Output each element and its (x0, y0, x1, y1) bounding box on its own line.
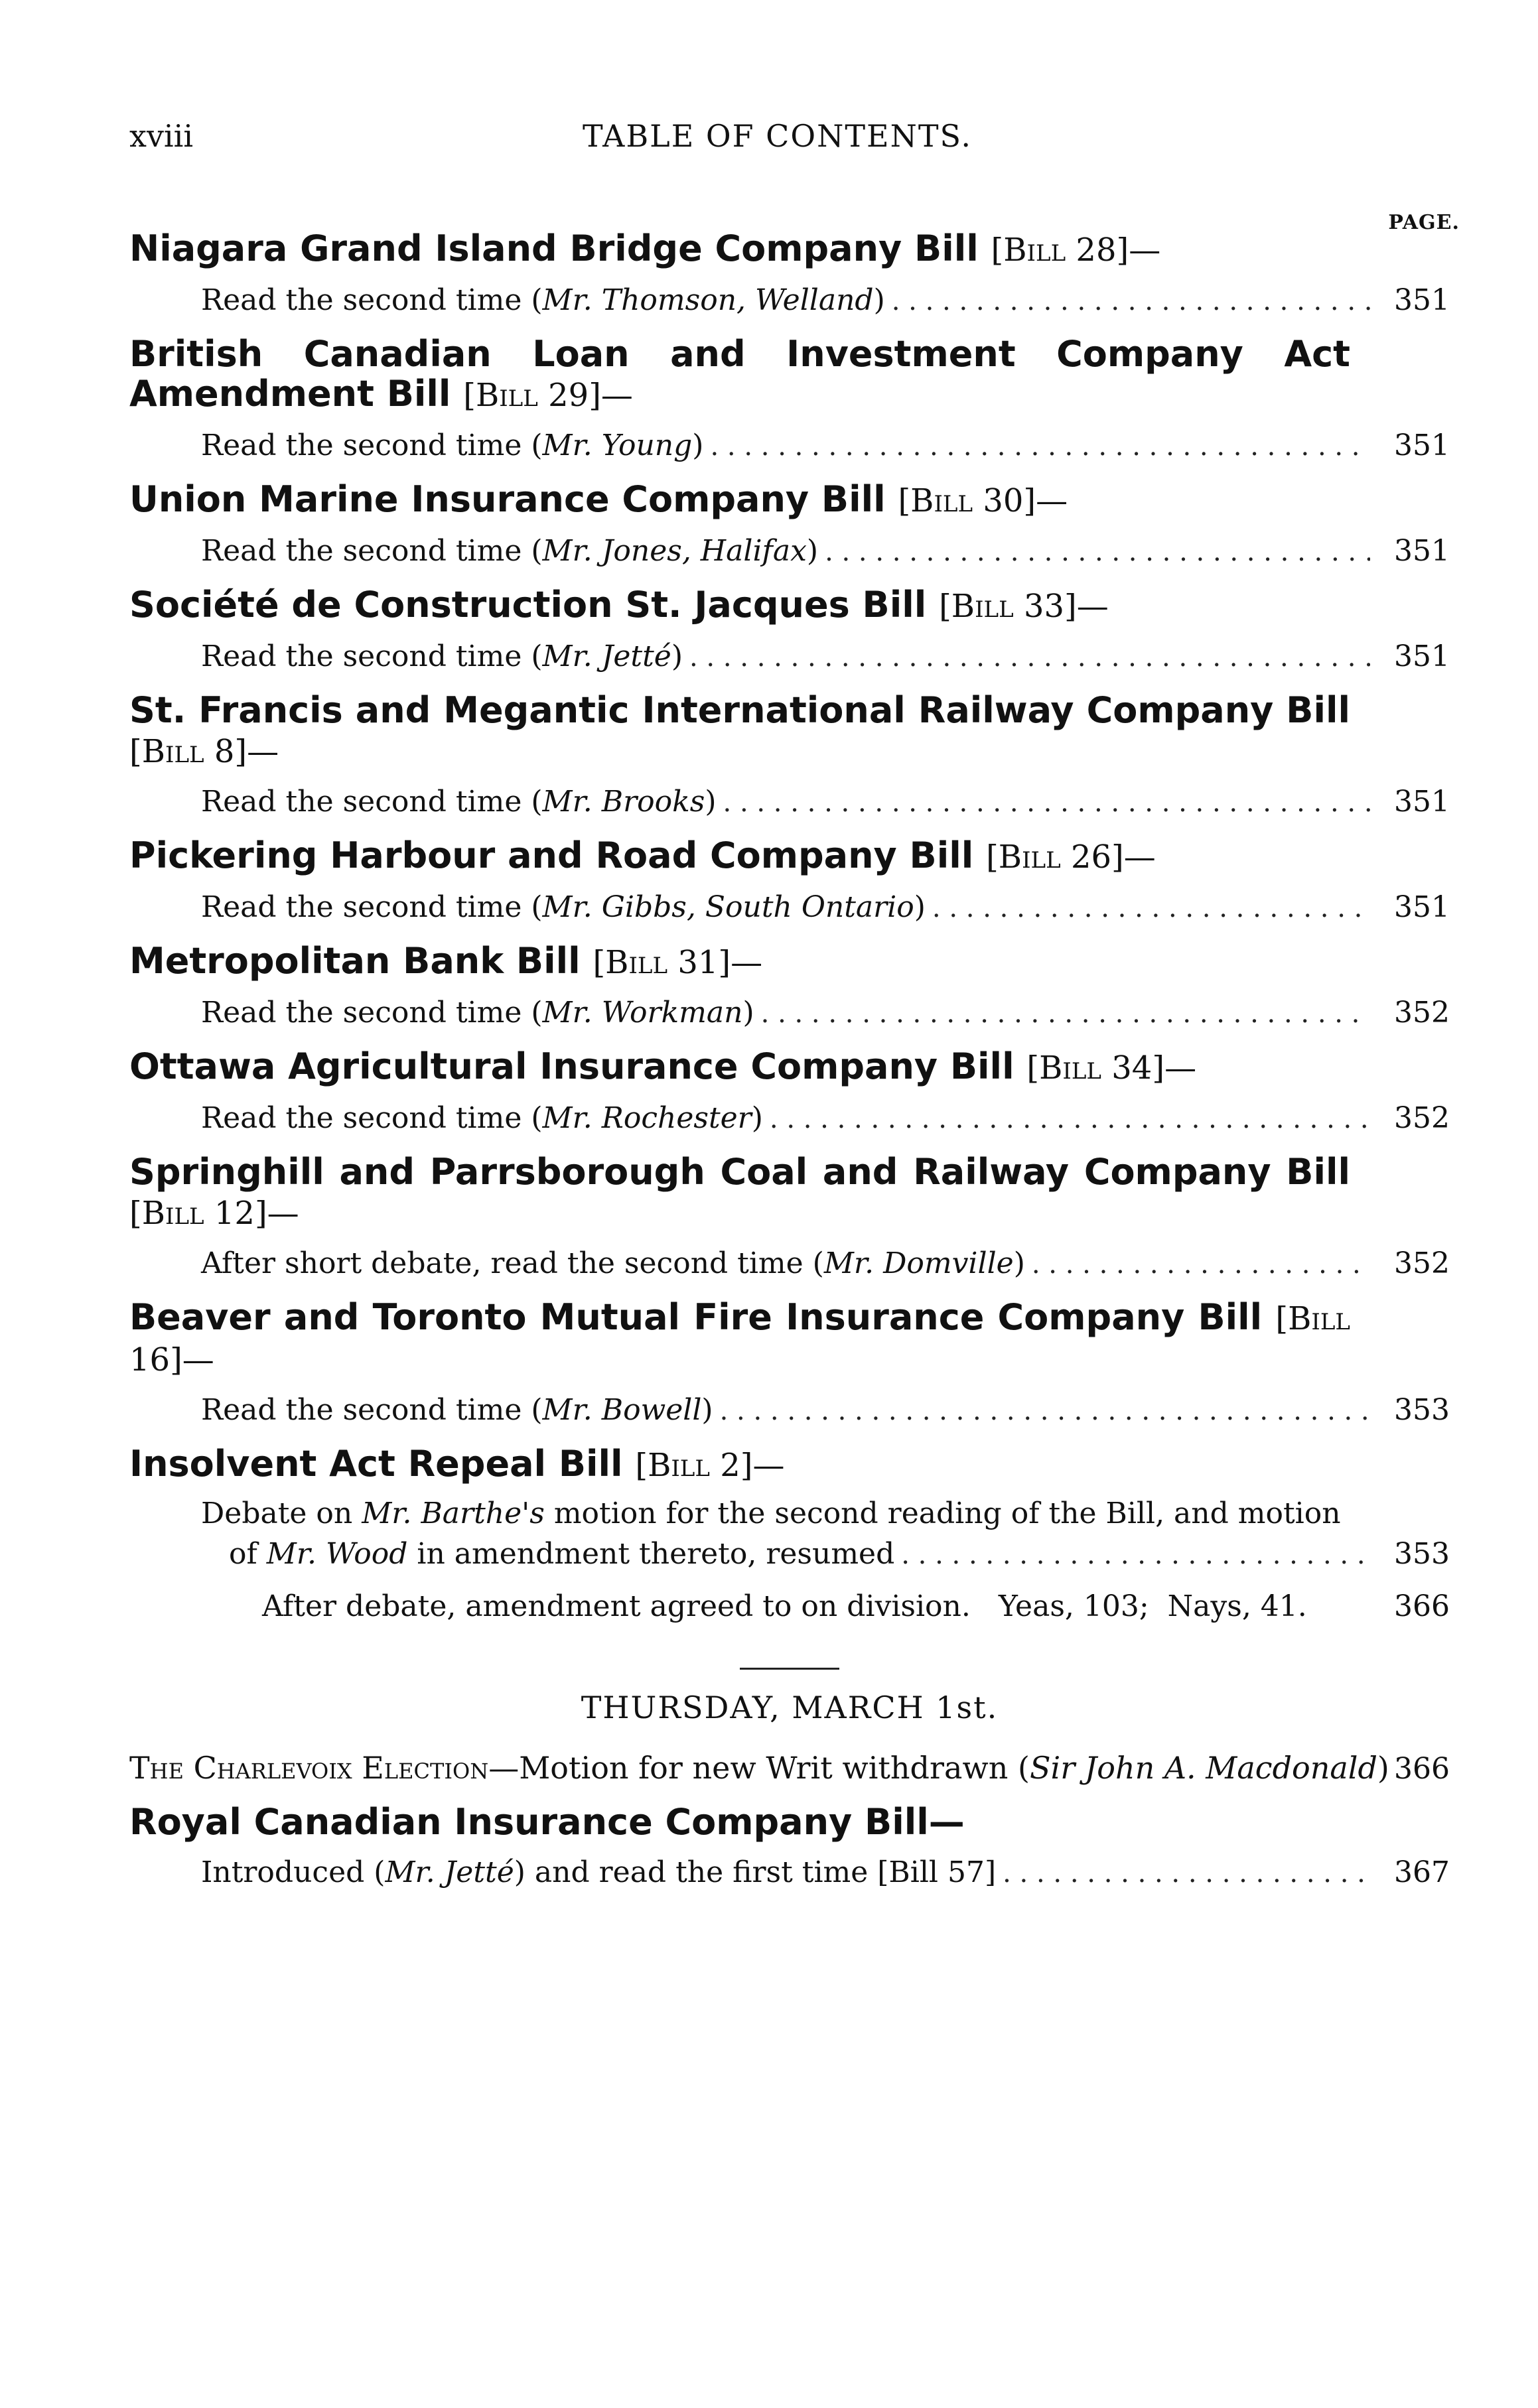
entry-title: Springhill and Parrsborough Coal and Railway Company Bill [Bill 12]— (129, 1151, 1350, 1232)
toc-entry (129, 1444, 1450, 1628)
page-number: 352 (1394, 1101, 1450, 1135)
page-number: 351 (1394, 785, 1450, 819)
toc-entry (129, 229, 1450, 322)
entry-line: After short debate, read the second time (Mr. Domville) . . . 352 (129, 1242, 1450, 1286)
leader-dots (892, 280, 1370, 322)
page-number: 366 (1394, 1752, 1450, 1786)
section-rule (740, 1668, 839, 1670)
leader-dots (770, 1098, 1370, 1140)
toc-entry (129, 1152, 1450, 1286)
entry-title: Ottawa Agricultural Insurance Company Bill [Bill 34]— (129, 1045, 1197, 1087)
entry-title: Niagara Grand Island Bridge Company Bill [Bill 28]— (129, 228, 1161, 269)
entry-line: Read the second time (Mr. Jones, Halifax) . . . 351 (129, 530, 1450, 573)
toc-entry (129, 941, 1450, 1035)
toc-entry (129, 691, 1450, 824)
entry-line: The Charlevoix Election—Motion for new Writ withdrawn (Sir John A. Macdonald) (129, 1750, 1389, 1786)
toc-entry (129, 480, 1450, 573)
entry-line: Read the second time (Mr. Bowell) . . . 353 (129, 1389, 1450, 1432)
entry-line: Read the second time (Mr. Thomson, Welland) . . . 351 (129, 279, 1450, 322)
page-number: 366 (1394, 1589, 1450, 1623)
page-number: 352 (1394, 996, 1450, 1030)
leader-dots (1003, 1852, 1370, 1895)
entry-title: Beaver and Toronto Mutual Fire Insurance Company Bill [Bill 16]— (129, 1296, 1350, 1378)
page-column-label: PAGE. (1388, 211, 1460, 234)
page-number: 351 (1394, 429, 1450, 462)
entry-line: After debate, amendment agreed to on division. Yeas, 103; Nays, 41. 366 (129, 1585, 1450, 1628)
entry-title: St. Francis and Megantic International Railway Company Bill [Bill 8]— (129, 689, 1350, 770)
leader-dots (689, 636, 1370, 679)
page-number: 352 (1394, 1246, 1450, 1280)
page-number: 353 (1394, 1537, 1450, 1571)
leader-dots (932, 887, 1370, 929)
toc-entry (129, 836, 1450, 929)
entry-title: Société de Construction St. Jacques Bill [Bill 33]— (129, 584, 1109, 626)
entry-line: Introduced (Mr. Jetté) and read the first time [Bill 57] . . . 367 (129, 1851, 1450, 1895)
page-number: 353 (1394, 1393, 1450, 1427)
toc-list (129, 229, 1450, 1906)
entry-line: Debate on Mr. Barthe's motion for the second reading of the Bill, and motion (201, 1497, 1341, 1530)
entry-line: Read the second time (Mr. Workman) . . . 352 (129, 992, 1450, 1035)
entry-line: Read the second time (Mr. Brooks) . . . 351 (129, 781, 1450, 824)
page-title: TABLE OF CONTENTS. (582, 118, 973, 154)
leader-dots (710, 425, 1370, 468)
toc-entry (129, 1298, 1450, 1432)
entry-line: of Mr. Wood in amendment thereto, resumed . . . 353 (129, 1533, 1450, 1576)
folio: xviii (129, 118, 194, 154)
entry-title: Royal Canadian Insurance Company Bill— (129, 1801, 965, 1843)
leader-dots (723, 781, 1370, 824)
leader-dots (1032, 1243, 1370, 1286)
entry-title: Union Marine Insurance Company Bill [Bill 30]— (129, 478, 1068, 520)
running-head (129, 118, 1425, 158)
toc-entry (129, 1802, 1450, 1895)
page-number: 351 (1394, 283, 1450, 317)
entry-line: Read the second time (Mr. Rochester) . . . 352 (129, 1097, 1450, 1140)
entry-title: Metropolitan Bank Bill [Bill 31]— (129, 940, 763, 982)
toc-entry (129, 1047, 1450, 1140)
toc-entry (129, 1748, 1450, 1790)
page-number: 351 (1394, 534, 1450, 568)
entry-line: Read the second time (Mr. Jetté) . . . 351 (129, 635, 1450, 679)
leader-dots (825, 531, 1370, 573)
leader-dots (720, 1390, 1370, 1432)
page-number: 367 (1394, 1855, 1450, 1889)
leader-dots (761, 992, 1370, 1035)
page-number: 351 (1394, 890, 1450, 924)
page-number: 351 (1394, 639, 1450, 673)
date-heading: THURSDAY, MARCH 1st. (581, 1690, 999, 1725)
toc-entry (129, 585, 1450, 679)
leader-dots (901, 1534, 1370, 1576)
entry-title: Insolvent Act Repeal Bill [Bill 2]— (129, 1443, 785, 1485)
entry-title: Pickering Harbour and Road Company Bill [Bill 26]— (129, 835, 1156, 876)
entry-title: British Canadian Loan and Investment Company Act Amendment Bill [Bill 29]— (129, 333, 1350, 415)
toc-entry (129, 334, 1450, 468)
entry-line: Read the second time (Mr. Young) . . . 351 (129, 425, 1450, 468)
entry-line: Read the second time (Mr. Gibbs, South Ontario) . . . 351 (129, 886, 1450, 929)
